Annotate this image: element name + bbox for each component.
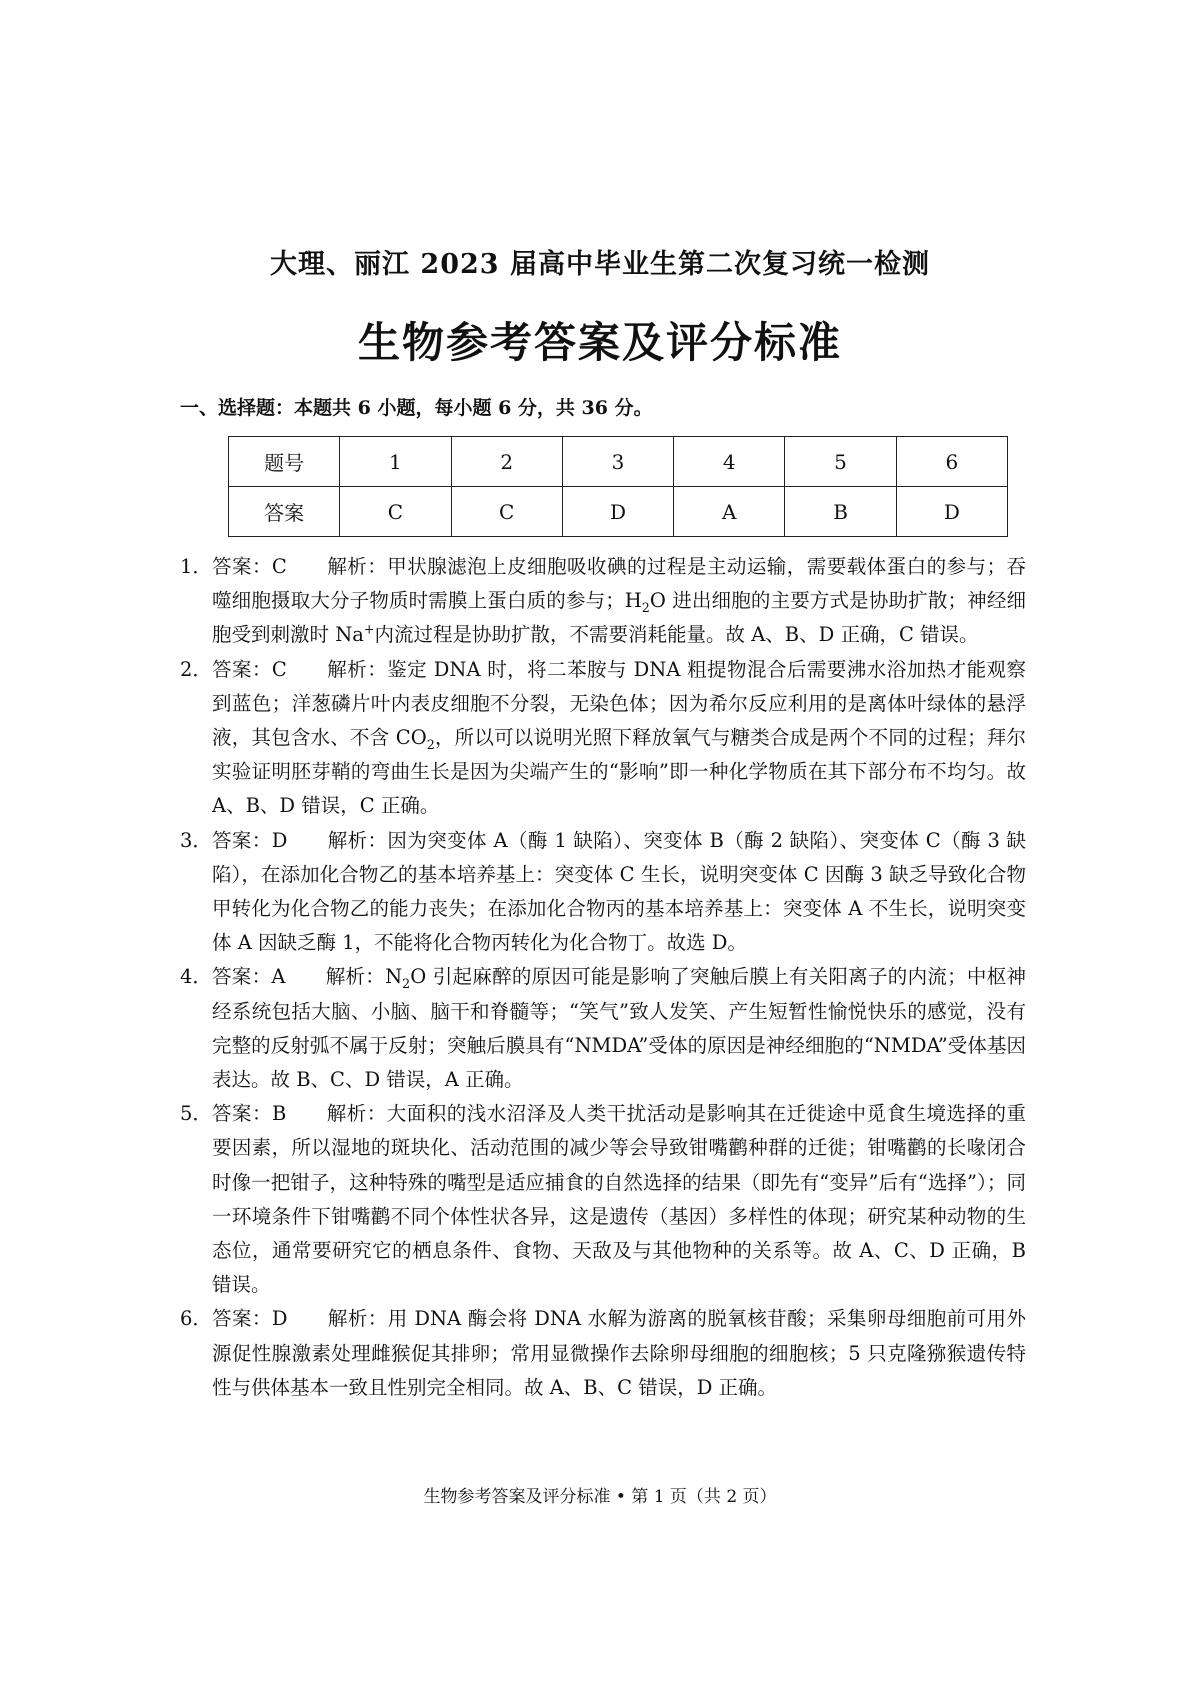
explanation-text: O 引起麻醉的原因可能是影响了突触后膜上有关阳离子的内流；中枢神经系统包括大脑、小脑、脑干和脊髓等；“笑气”致人发笑、产生短暂性愉悦快乐的感觉，没有完整的反射弧不属于反射；突触后膜具有“NMDA”受体的原因是神经细胞的“NMDA”受体基因表达。故 B、C、D 错误，A 正确。 xyxy=(212,965,1026,1092)
superscript: + xyxy=(363,621,375,637)
question-item xyxy=(180,824,1026,961)
question-body xyxy=(212,1302,1026,1405)
question-body xyxy=(212,653,1026,824)
question-item xyxy=(180,960,1026,1097)
table-header-cell: 答案 xyxy=(229,487,340,537)
explanation-text: ，所以可以说明光照下释放氧气与糖类合成是两个不同的过程；拜尔实验证明胚芽鞘的弯曲生长是因为尖端产生的“影响”即一种化学物质在其下部分布不均匀。故 A、B、D 错误，C 正确。 xyxy=(212,726,1026,818)
question-number: 6． xyxy=(180,1307,212,1331)
question-number: 1． xyxy=(180,555,212,578)
table-cell: 6 xyxy=(896,437,1007,487)
explanation-text: 解析：用 DNA 酶会将 DNA 水解为游离的脱氧核苷酸；采集卵母细胞前可用外源促性腺激素处理雌猴促其排卵；常用显微操作去除卵母细胞的细胞核；5 只克隆猕猴遗传特性与供体基本一致且性别完全相同。故 A、B、C 错误，D 正确。 xyxy=(212,1307,1026,1399)
subscript: 2 xyxy=(402,976,411,992)
explanation-text: 解析：鉴定 DNA 时，将二苯胺与 DNA 粗提物混合后需要沸水浴加热才能观察到蓝色；洋葱磷片叶内表皮细胞不分裂，无染色体；因为希尔反应利用的是离体叶绿体的悬浮液，其包含水、不含 CO xyxy=(212,657,1027,750)
answer-table xyxy=(228,436,1008,537)
table-cell: B xyxy=(785,487,896,537)
question-list xyxy=(180,550,1026,1405)
table-row-answers xyxy=(229,487,1008,537)
table-cell: D xyxy=(896,487,1007,537)
table-cell: C xyxy=(340,487,451,537)
explanation-text: 内流过程是协助扩散，不需要消耗能量。故 A、B、D 正确，C 错误。 xyxy=(374,623,979,647)
table-cell: 1 xyxy=(340,437,451,487)
question-body xyxy=(212,824,1026,961)
question-item xyxy=(180,1302,1026,1405)
answer-label: 答案：D xyxy=(212,828,288,852)
section-heading: 一、选择题：本题共 6 小题，每小题 6 分，共 36 分。 xyxy=(180,397,653,419)
answer-label: 答案：A xyxy=(212,965,286,989)
subscript: 2 xyxy=(426,736,435,752)
table-cell: 2 xyxy=(451,437,562,487)
explanation-text: 解析：N xyxy=(325,965,403,989)
table-cell: 3 xyxy=(562,437,673,487)
subscript: 2 xyxy=(641,600,650,616)
table-cell: 5 xyxy=(785,437,896,487)
table-cell: D xyxy=(562,487,673,537)
question-body xyxy=(212,960,1026,1097)
question-number: 4． xyxy=(180,965,212,989)
table-cell: C xyxy=(451,487,562,537)
answer-label: 答案：D xyxy=(212,1307,288,1331)
question-number: 2． xyxy=(180,657,212,681)
table-row-numbers xyxy=(229,437,1008,487)
table-header-cell: 题号 xyxy=(229,437,340,487)
page-subtitle: 生物参考答案及评分标准 xyxy=(357,318,842,367)
question-number: 3． xyxy=(180,828,212,852)
explanation-text: 解析：大面积的浅水沼泽及人类干扰活动是影响其在迁徙途中觅食生境选择的重要因素，所以湿地的斑块化、活动范围的减少等会导致钳嘴鹳种群的迁徙；钳嘴鹳的长喙闭合时像一把钳子，这种特殊的嘴型是适应捕食的自然选择的结果（即先有“变异”后有“选择”）；同一环境条件下钳嘴鹳不同个体性状各异，这是遗传（基因）多样性的体现；研究某种动物的生态位，通常要研究它的栖息条件、食物、天敌及与其他物种的关系等。故 A、C、D 正确，B 错误。 xyxy=(212,1102,1026,1297)
question-body xyxy=(212,550,1026,653)
question-item xyxy=(180,1097,1026,1302)
question-body xyxy=(212,1097,1026,1302)
question-number: 5． xyxy=(180,1102,212,1126)
explanation-text: 解析：甲状腺滤泡上皮细胞吸收碘的过程是主动运输，需要载体蛋白的参与；吞噬细胞摄取大分子物质时需膜上蛋白质的参与；H xyxy=(212,555,1026,613)
table-cell: A xyxy=(674,487,785,537)
answer-label: 答案：C xyxy=(212,555,287,578)
page-title: 大理、丽江 2023 届高中毕业生第二次复习统一检测 xyxy=(270,249,930,280)
table-cell: 4 xyxy=(674,437,785,487)
question-item xyxy=(180,653,1026,824)
explanation-text: 解析：因为突变体 A（酶 1 缺陷）、突变体 B（酶 2 缺陷）、突变体 C（酶 3 缺陷），在添加化合物乙的基本培养基上：突变体 C 生长，说明突变体 C 因酶 3 缺乏导致化合物甲转化为化合物乙的能力丧失；在添加化合物丙的基本培养基上：突变体 A 不生长，说明突变体 A 因缺乏酶 1，不能将化合物丙转化为化合物丁。故选 D。 xyxy=(212,828,1027,955)
answer-label: 答案：C xyxy=(212,657,287,681)
explanation-text: O 进出细胞的主要方式是协助扩散；神经细胞受到刺激时 Na xyxy=(212,589,1026,647)
answer-label: 答案：B xyxy=(212,1102,287,1126)
page-footer: 生物参考答案及评分标准 • 第 1 页（共 2 页） xyxy=(423,1487,777,1507)
question-item xyxy=(180,550,1026,653)
